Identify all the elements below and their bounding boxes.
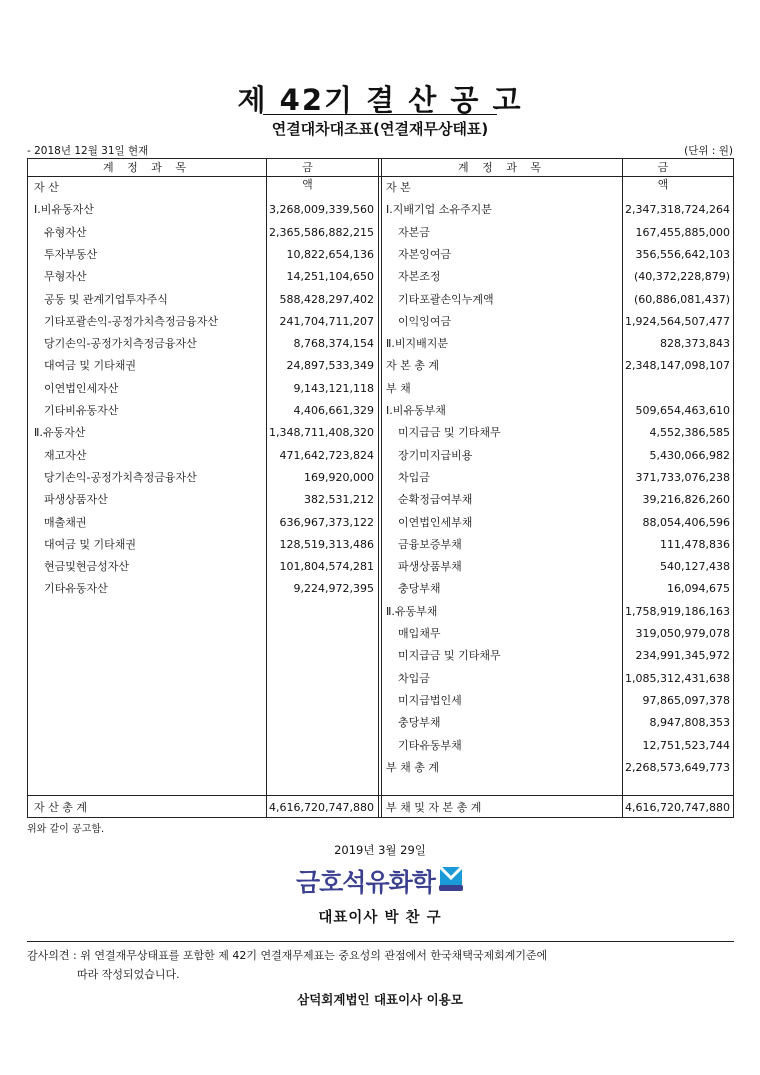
header-amount-right: 금 액 [657, 161, 699, 191]
liability-equity-row-label: 장기미지급비용 [398, 448, 473, 462]
liability-equity-row-amount: 4,552,386,585 [649, 426, 730, 440]
total-divider [28, 795, 733, 796]
liability-equity-row-amount: 167,455,885,000 [635, 225, 730, 239]
asset-row-amount: 4,406,661,329 [293, 404, 374, 417]
liability-equity-row-amount [622, 378, 730, 400]
liability-equity-row-label: 자본잉여금 [398, 247, 452, 261]
liability-equity-row-amount: 111,478,836 [660, 537, 730, 551]
asset-row-amount: 169,920,000 [304, 470, 374, 484]
liability-equity-row-amount: (60,886,081,437) [633, 292, 730, 306]
liability-equity-row-amount: 1,085,312,431,638 [625, 671, 730, 685]
liability-equity-row-amount: 16,094,675 [667, 582, 730, 596]
liability-equity-row-label: Ⅰ.지배기업 소유주지분 [386, 203, 492, 217]
balance-sheet-table [27, 158, 734, 818]
asset-row-amount: 588,428,297,402 [279, 292, 374, 306]
liability-equity-row-amount: 828,373,843 [660, 337, 730, 351]
liability-equity-row-amount: 97,865,097,378 [642, 693, 730, 707]
notice-subtitle: 연결대차대조표(연결재무상태표) [271, 120, 489, 138]
asset-row-label: 현금및현금성자산 [44, 560, 130, 574]
asset-row-label: 재고자산 [44, 448, 87, 462]
liability-equity-row-label: 이연법인세부채 [398, 515, 473, 529]
asset-row-amount: 101,804,574,281 [279, 560, 374, 574]
asset-row-amount: 1,348,711,408,320 [269, 426, 374, 440]
total-assets-amount: 4,616,720,747,880 [269, 801, 374, 814]
asset-row-amount: 382,531,212 [304, 493, 374, 507]
asset-row-label: 매출채권 [44, 515, 87, 529]
liability-equity-row-label: 차입금 [398, 470, 430, 484]
liability-equity-row-label: 금융보증부채 [398, 537, 462, 551]
total-liabilities-equity-label: 부 채 및 자 본 총 계 [386, 801, 482, 814]
liability-equity-row-amount: 319,050,979,078 [635, 627, 730, 640]
company-logo [296, 863, 463, 899]
asset-row-label: 당기손익-공정가치측정금융자산 [44, 337, 197, 351]
liability-equity-row-label: 미지급금 및 기타채무 [398, 649, 501, 663]
liability-equity-row-amount: 1,758,919,186,163 [625, 604, 730, 618]
ceo-name: 대표이사 박 찬 구 [318, 910, 442, 926]
liability-equity-row-amount: 2,348,147,098,107 [625, 359, 730, 373]
liability-equity-row-amount: 540,127,438 [660, 560, 730, 574]
liability-equity-row-label: 부 채 [386, 381, 411, 395]
liability-equity-row-label: 순확정급여부채 [398, 493, 473, 507]
total-assets-label: 자 산 총 계 [34, 801, 87, 814]
total-liabilities-equity-amount: 4,616,720,747,880 [625, 801, 730, 814]
company-logo-text: 금호석유화학 [296, 868, 435, 897]
liability-equity-row-amount: 371,733,076,238 [635, 470, 730, 484]
header-account-right: 계 정 과 목 [458, 161, 546, 174]
center-divider [378, 159, 382, 817]
asset-row-label: 대여금 및 기타채권 [44, 537, 137, 551]
liability-equity-row-label: 매입채무 [398, 627, 441, 640]
asset-row-label: 투자부동산 [44, 247, 98, 261]
liability-equity-row-label: 부 채 총 계 [386, 760, 439, 774]
title-underline [263, 114, 497, 115]
asset-row-label: 대여금 및 기타채권 [44, 359, 137, 373]
liability-equity-row-label: 자 본 [386, 181, 411, 194]
asset-row-amount: 636,967,373,122 [279, 515, 374, 529]
liability-equity-row-amount: 12,751,523,744 [642, 738, 730, 752]
liability-equity-row-label: 자 본 총 계 [386, 359, 439, 373]
asset-row-amount: 128,519,313,486 [279, 537, 374, 551]
liability-equity-row-amount: 234,991,345,972 [635, 649, 730, 663]
asset-row-amount: 241,704,711,207 [279, 314, 374, 328]
header-account-left: 계 정 과 목 [103, 161, 191, 174]
asset-row-amount: 3,268,009,339,560 [269, 203, 374, 217]
liability-equity-row-label: 자본금 [398, 225, 430, 239]
liability-equity-row-label: 자본조정 [398, 270, 441, 284]
liability-equity-row-label: 기타포괄손익누계액 [398, 292, 494, 306]
asset-row-amount: 2,365,586,882,215 [269, 225, 374, 239]
report-date: - 2018년 12월 31일 현재 [27, 145, 149, 157]
sign-date: 2019년 3월 29일 [334, 843, 426, 857]
liability-equity-row-label: 차입금 [398, 671, 430, 685]
liability-equity-row-amount: 509,654,463,610 [635, 404, 730, 417]
company-logo-icon [439, 866, 463, 896]
header-amount-left: 금 액 [302, 161, 343, 191]
liability-equity-row-amount: 39,216,826,260 [642, 493, 730, 507]
notice-title: 제 42기 결 산 공 고 [237, 83, 523, 117]
asset-row-amount: 10,822,654,136 [286, 247, 374, 261]
liability-equity-row-label: 미지급법인세 [398, 693, 462, 707]
asset-row-amount: 471,642,723,824 [279, 448, 374, 462]
audit-opinion-line-2: 따라 작성되었습니다. [77, 968, 180, 981]
liability-equity-row-label: Ⅱ.유동부채 [386, 604, 438, 618]
liability-equity-row-amount: 2,347,318,724,264 [625, 203, 730, 217]
liability-equity-row-amount: 5,430,066,982 [649, 448, 730, 462]
liability-equity-row-label: 기타유동부채 [398, 738, 462, 752]
asset-row-amount: 8,768,374,154 [293, 337, 374, 351]
asset-row-amount: 14,251,104,650 [286, 270, 374, 284]
liability-equity-row-amount: 356,556,642,103 [635, 247, 730, 261]
asset-row-amount: 24,897,533,349 [286, 359, 374, 373]
asset-row-label: 이연법인세자산 [44, 381, 119, 395]
asset-row-label: 당기손익-공정가치측정금융자산 [44, 470, 197, 484]
asset-row-amount: 9,143,121,118 [293, 381, 374, 395]
asset-row-label: 기타비유동자산 [44, 404, 119, 417]
liability-equity-row-amount: 1,924,564,507,477 [625, 314, 730, 328]
liability-equity-row-amount: 8,947,808,353 [649, 716, 730, 730]
liability-equity-row-label: Ⅱ.비지배지분 [386, 337, 449, 351]
liability-equity-row-label: 충당부채 [398, 716, 441, 730]
asset-row-label: 기타포괄손익-공정가치측정금융자산 [44, 314, 218, 328]
asset-row-label: 무형자산 [44, 270, 87, 284]
liability-equity-row-label: 충당부채 [398, 582, 441, 596]
asset-row-label: 공동 및 관계기업투자주식 [44, 292, 168, 306]
liability-equity-row-amount [622, 177, 730, 199]
asset-row-label: Ⅰ.비유동자산 [34, 203, 94, 217]
audit-opinion-line-1: 감사의견 : 위 연결재무상태표를 포함한 제 42기 연결재무제표는 중요성의 관점에서 한국채택국제회계기준에 [27, 949, 548, 962]
asset-row-label: Ⅱ.유동자산 [34, 426, 86, 440]
unit-label: (단위 : 원) [684, 145, 733, 157]
asset-row-label: 기타유동자산 [44, 582, 108, 596]
liability-equity-row-amount: 2,268,573,649,773 [625, 760, 730, 774]
asset-row-label: 자 산 [34, 181, 59, 194]
liability-equity-row-label: 이익잉여금 [398, 314, 452, 328]
liability-equity-row-label: Ⅰ.비유동부채 [386, 404, 446, 417]
liability-equity-row-amount: 88,054,406,596 [642, 515, 730, 529]
auditor-name: 삼덕회계법인 대표이사 이용모 [297, 992, 463, 1007]
liability-equity-row-label: 파생상품부채 [398, 560, 462, 574]
liability-equity-row-label: 미지급금 및 기타채무 [398, 426, 501, 440]
notice-note: 위와 같이 공고함. [27, 824, 105, 835]
asset-row-amount: 9,224,972,395 [293, 582, 374, 596]
liability-equity-row-amount: (40,372,228,879) [633, 270, 730, 284]
audit-separator [27, 941, 734, 942]
asset-row-amount [266, 177, 374, 199]
asset-row-label: 유형자산 [44, 225, 87, 239]
asset-row-label: 파생상품자산 [44, 493, 108, 507]
